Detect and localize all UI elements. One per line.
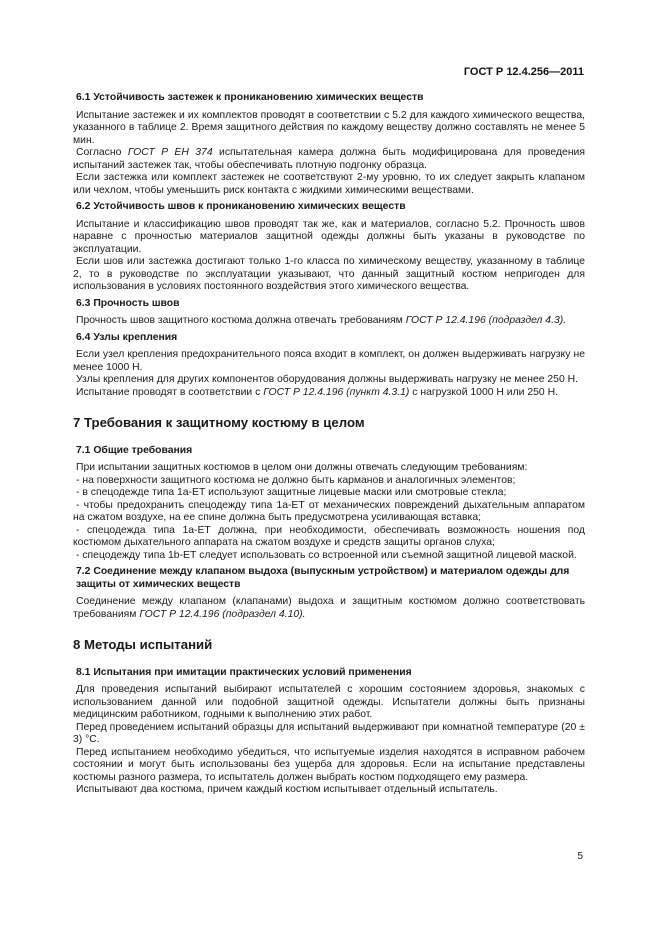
paragraph: Испытывают два костюма, причем каждый костюм испытывает отдельный испытатель. [76,784,498,795]
list-item: - чтобы предохранить спецодежду типа 1а-ЕТ от механических повреждений дыхательным аппаратом на сжатом воздухе, на ее спине должна быть предусмотрена усиливающая вставка; [73,499,585,523]
section-7-1-title: 7.1 Общие требования [76,444,193,456]
document-code-header: ГОСТ Р 12.4.256—2011 [463,66,584,78]
list-item: - в спецодежде типа 1а-ЕТ используют защитные лицевые маски или смотровые стекла; [76,487,507,498]
standard-reference: ГОСТ Р 12.4.196 (подраздел 4.10). [139,608,306,620]
paragraph: Прочность швов защитного костюма должна отвечать требованиям ГОСТ Р 12.4.196 (подраздел 4.3). [76,315,567,326]
section-6-3-title: 6.3 Прочность швов [76,297,180,309]
section-6-4-title: 6.4 Узлы крепления [76,331,178,343]
paragraph: Для проведения испытаний выбирают испытателей с хорошим состоянием здоровья, знакомых с использованием данной или подобной защитной одежды. Испытатели должны быть признаны медицинским работником, годными к выполнению этих работ. [73,684,585,720]
standard-reference: ГОСТ Р ЕН 374 [127,147,213,158]
paragraph: Соединение между клапаном (клапанами) выдоха и защитным костюмом должно соответствовать требованиям ГОСТ Р 12.4.196 (подраздел 4.10). [73,596,585,620]
paragraph: Испытание проводят в соответствии с ГОСТ Р 12.4.196 (пункт 4.3.1) с нагрузкой 1000 Н или 250 Н. [76,386,558,398]
section-6-1-title: 6.1 Устойчивость застежек к проникановению химических веществ [76,92,424,103]
paragraph: Узлы крепления для других компонентов оборудования должны выдерживать нагрузку не менее 250 Н. [76,374,579,385]
section-7-heading: 7 Требования к защитному костюму в целом [73,415,365,430]
paragraph: Согласно ГОСТ Р ЕН 374 испытательная камера должна быть модифицирована для проведения испытаний застежек так, чтобы обеспечивать плотную подгонку образца. [73,147,585,171]
list-item: - спецодежда типа 1а-ЕТ должна, при необходимости, обеспечивать возможность ношения под костюмом дыхательного аппарата на сжатом воздухе и средств защиты органов слуха; [73,524,585,548]
page-content [73,92,585,797]
standard-reference: ГОСТ Р 12.4.196 (пункт 4.3.1) [263,386,410,398]
page-number: 5 [577,851,583,862]
list-item: - на поверхности защитного костюма не должно быть карманов и аналогичных элементов; [76,474,516,486]
paragraph: Если узел крепления предохранительного пояса входит в комплект, он должен выдерживать нагрузку не менее 1000 Н. [73,349,585,373]
paragraph: Если застежка или комплект застежек не соответствуют 2-му уровню, то их следует закрыть клапаном или чехлом, чтобы уменьшить риск контакта с жидкими химическими веществами. [73,172,585,196]
section-6-2-title: 6.2 Устойчивость швов к проникановению химических веществ [76,201,406,212]
section-8-heading: 8 Методы испытаний [73,637,213,652]
section-7-2-title: 7.2 Соединение между клапаном выдоха (выпускным устройством) и материалом одежды для защиты от химических веществ [76,566,570,590]
paragraph: Если шов или застежка достигают только 1-го класса по химическому веществу, указанному в таблице 2, то в руководстве по эксплуатации указывают, что данный защитный костюм непригоден для использования в условиях постоянного воздействия этого химического вещества. [73,256,585,292]
section-8-1-title: 8.1 Испытания при имитации практических условий применения [76,666,412,678]
paragraph: Перед испытанием необходимо убедиться, что испытуемые изделия находятся в исправном рабочем состоянии и могут быть использованы без ущерба для здоровья. Если на испытание представлены костюмы разного размера, то испытатель должен выбрать костюм подходящего ему размера. [73,746,585,783]
list-item: - спецодежду типа 1b-ЕТ следует использовать со встроенной или съемной защитной лицевой маской. [76,549,577,561]
paragraph: При испытании защитных костюмов в целом они должны отвечать следующим требованиям: [76,462,528,473]
standard-reference: ГОСТ Р 12.4.196 (подраздел 4.3). [405,315,567,326]
paragraph: Испытание застежек и их комплектов проводят в соответствии с 5.2 для каждого химического вещества, указанного в таблице 2. Время защитного действия по каждому веществу должно составлять не менее 5 мин. [73,109,585,146]
paragraph: Перед проведением испытаний образцы для испытаний выдерживают при комнатной температуре (20 ± 3) °С. [73,721,585,745]
paragraph: Испытание и классификацию швов проводят так же, как и материалов, согласно 5.2. Прочность швов наравне с прочностью материалов защитной одежды должны быть указаны в руководстве по эксплуатации. [73,218,585,255]
